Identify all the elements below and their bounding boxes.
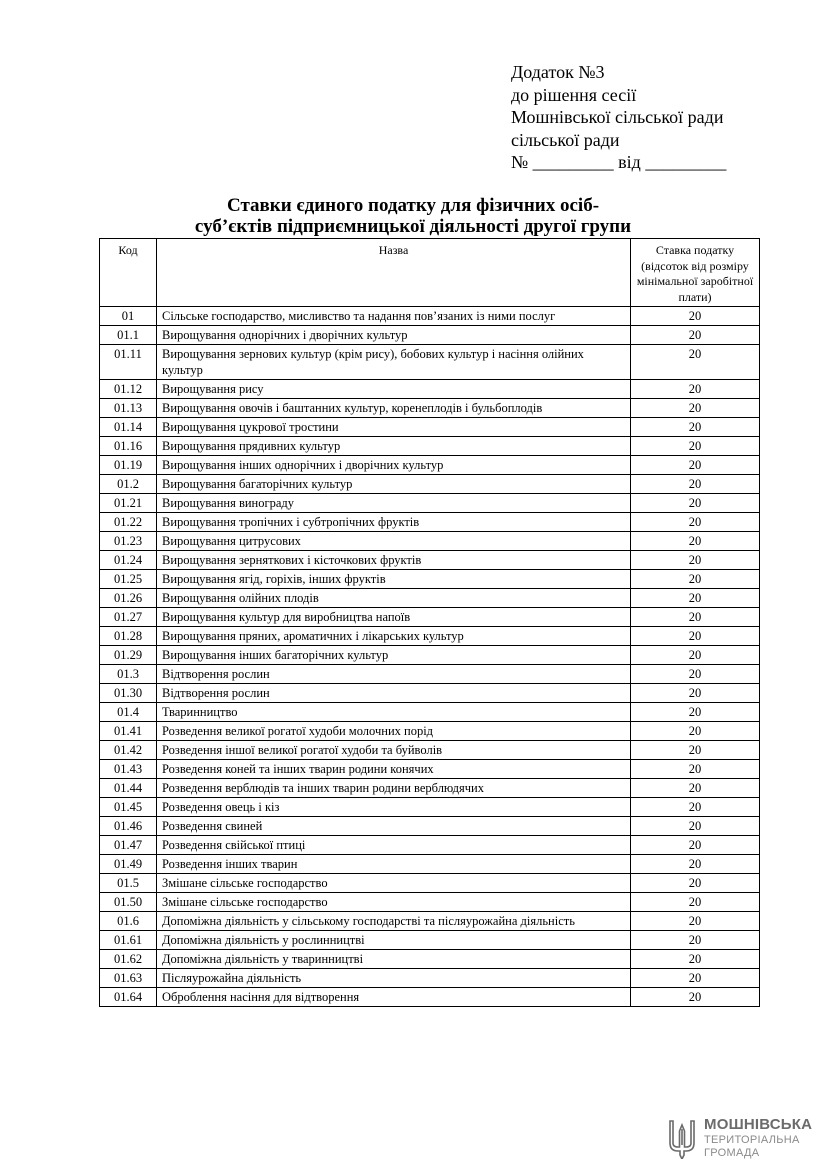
table-row bbox=[100, 817, 760, 836]
row-name: Тваринництво bbox=[157, 703, 631, 722]
row-code: 01.42 bbox=[100, 741, 157, 760]
table-row bbox=[100, 912, 760, 931]
row-rate: 20 bbox=[631, 326, 760, 345]
table-row bbox=[100, 893, 760, 912]
row-name: Допоміжна діяльність у рослинництві bbox=[157, 931, 631, 950]
row-rate: 20 bbox=[631, 589, 760, 608]
row-code: 01.27 bbox=[100, 608, 157, 627]
row-rate: 20 bbox=[631, 456, 760, 475]
row-code: 01.1 bbox=[100, 326, 157, 345]
row-name: Вирощування рису bbox=[157, 380, 631, 399]
row-code: 01.11 bbox=[100, 345, 157, 380]
row-code: 01.29 bbox=[100, 646, 157, 665]
document-title-line-1: Ставки єдиного податку для фізичних осіб- bbox=[226, 195, 600, 216]
row-name: Змішане сільське господарство bbox=[157, 874, 631, 893]
table-row bbox=[100, 326, 760, 345]
row-code: 01.63 bbox=[100, 969, 157, 988]
table-row bbox=[100, 741, 760, 760]
row-rate: 20 bbox=[631, 779, 760, 798]
logo-line-2: ТЕРИТОРІАЛЬНА bbox=[704, 1134, 800, 1146]
tax-rates-table bbox=[99, 238, 760, 1007]
row-name: Післяурожайна діяльність bbox=[157, 969, 631, 988]
table-row bbox=[100, 551, 760, 570]
row-rate: 20 bbox=[631, 570, 760, 589]
row-code: 01.47 bbox=[100, 836, 157, 855]
logo-line-3: ГРОМАДА bbox=[704, 1147, 760, 1159]
row-code: 01.23 bbox=[100, 532, 157, 551]
row-name: Оброблення насіння для відтворення bbox=[157, 988, 631, 1007]
row-name: Відтворення рослин bbox=[157, 684, 631, 703]
row-name: Допоміжна діяльність у сільському господарстві та післяурожайна діяльність bbox=[157, 912, 631, 931]
row-rate: 20 bbox=[631, 380, 760, 399]
row-code: 01.4 bbox=[100, 703, 157, 722]
row-name: Вирощування винограду bbox=[157, 494, 631, 513]
table-row bbox=[100, 798, 760, 817]
row-name: Вирощування тропічних і субтропічних фруктів bbox=[157, 513, 631, 532]
row-code: 01.19 bbox=[100, 456, 157, 475]
table-row bbox=[100, 513, 760, 532]
row-code: 01.2 bbox=[100, 475, 157, 494]
row-code: 01.43 bbox=[100, 760, 157, 779]
row-name: Вирощування зерняткових і кісточкових фруктів bbox=[157, 551, 631, 570]
row-name: Змішане сільське господарство bbox=[157, 893, 631, 912]
row-name: Розведення овець і кіз bbox=[157, 798, 631, 817]
row-name: Розведення іншої великої рогатої худоби та буйволів bbox=[157, 741, 631, 760]
row-rate: 20 bbox=[631, 703, 760, 722]
row-code: 01.64 bbox=[100, 988, 157, 1007]
appendix-council-2: сільської ради bbox=[511, 129, 620, 150]
document-title bbox=[0, 195, 826, 237]
row-code: 01.5 bbox=[100, 874, 157, 893]
table-row bbox=[100, 703, 760, 722]
row-code: 01.13 bbox=[100, 399, 157, 418]
row-name: Вирощування цукрової тростини bbox=[157, 418, 631, 437]
row-code: 01.44 bbox=[100, 779, 157, 798]
row-code: 01.45 bbox=[100, 798, 157, 817]
table-row bbox=[100, 608, 760, 627]
row-rate: 20 bbox=[631, 627, 760, 646]
table-row bbox=[100, 665, 760, 684]
table-row bbox=[100, 760, 760, 779]
table-row bbox=[100, 437, 760, 456]
row-name: Розведення коней та інших тварин родини конячих bbox=[157, 760, 631, 779]
row-rate: 20 bbox=[631, 513, 760, 532]
row-name: Розведення великої рогатої худоби молочних порід bbox=[157, 722, 631, 741]
table-row bbox=[100, 779, 760, 798]
row-code: 01.49 bbox=[100, 855, 157, 874]
row-name: Вирощування пряних, ароматичних і лікарських культур bbox=[157, 627, 631, 646]
row-code: 01.30 bbox=[100, 684, 157, 703]
row-name: Вирощування інших багаторічних культур bbox=[157, 646, 631, 665]
row-rate: 20 bbox=[631, 532, 760, 551]
row-rate: 20 bbox=[631, 988, 760, 1007]
row-code: 01.50 bbox=[100, 893, 157, 912]
row-code: 01.22 bbox=[100, 513, 157, 532]
table-row bbox=[100, 589, 760, 608]
row-rate: 20 bbox=[631, 931, 760, 950]
row-code: 01.3 bbox=[100, 665, 157, 684]
table-row bbox=[100, 874, 760, 893]
row-rate: 20 bbox=[631, 741, 760, 760]
row-code: 01.46 bbox=[100, 817, 157, 836]
row-code: 01.14 bbox=[100, 418, 157, 437]
row-rate: 20 bbox=[631, 399, 760, 418]
table-body bbox=[100, 307, 760, 1007]
row-rate: 20 bbox=[631, 494, 760, 513]
row-rate: 20 bbox=[631, 722, 760, 741]
table-row bbox=[100, 380, 760, 399]
row-code: 01.62 bbox=[100, 950, 157, 969]
row-code: 01.26 bbox=[100, 589, 157, 608]
row-rate: 20 bbox=[631, 437, 760, 456]
row-name: Розведення свійської птиці bbox=[157, 836, 631, 855]
row-rate: 20 bbox=[631, 855, 760, 874]
table-row bbox=[100, 399, 760, 418]
row-name: Сільське господарство, мисливство та надання пов’язаних із ними послуг bbox=[157, 307, 631, 326]
row-rate: 20 bbox=[631, 760, 760, 779]
table-row bbox=[100, 475, 760, 494]
table-row bbox=[100, 722, 760, 741]
header-name: Назва bbox=[157, 239, 631, 307]
row-code: 01.6 bbox=[100, 912, 157, 931]
table-row bbox=[100, 345, 760, 380]
row-name: Вирощування інших однорічних і дворічних культур bbox=[157, 456, 631, 475]
document-title-line-2: суб’єктів підприємницької діяльності другої групи bbox=[194, 216, 632, 237]
row-name: Вирощування багаторічних культур bbox=[157, 475, 631, 494]
table-row bbox=[100, 931, 760, 950]
row-name: Розведення інших тварин bbox=[157, 855, 631, 874]
appendix-council: Мошнівської сільської ради bbox=[511, 107, 724, 127]
row-name: Вирощування зернових культур (крім рису), бобових культур і насіння олійних культур bbox=[157, 345, 631, 380]
row-rate: 20 bbox=[631, 912, 760, 931]
row-name: Вирощування прядивних культур bbox=[157, 437, 631, 456]
community-logo bbox=[667, 1115, 817, 1163]
table-row bbox=[100, 418, 760, 437]
row-rate: 20 bbox=[631, 345, 760, 380]
table-header-row bbox=[100, 239, 760, 307]
row-rate: 20 bbox=[631, 665, 760, 684]
row-code: 01.24 bbox=[100, 551, 157, 570]
table-row bbox=[100, 684, 760, 703]
row-code: 01.25 bbox=[100, 570, 157, 589]
appendix-decision: до рішення сесії bbox=[511, 84, 637, 105]
row-rate: 20 bbox=[631, 817, 760, 836]
row-code: 01 bbox=[100, 307, 157, 326]
row-rate: 20 bbox=[631, 874, 760, 893]
appendix-number: Додаток №3 bbox=[511, 62, 605, 82]
table-row bbox=[100, 307, 760, 326]
row-name: Вирощування цитрусових bbox=[157, 532, 631, 551]
trident-icon bbox=[667, 1117, 697, 1159]
table-row bbox=[100, 969, 760, 988]
row-code: 01.41 bbox=[100, 722, 157, 741]
table-row bbox=[100, 988, 760, 1007]
row-code: 01.12 bbox=[100, 380, 157, 399]
row-rate: 20 bbox=[631, 646, 760, 665]
row-rate: 20 bbox=[631, 684, 760, 703]
row-rate: 20 bbox=[631, 836, 760, 855]
appendix-header bbox=[511, 61, 811, 174]
row-code: 01.61 bbox=[100, 931, 157, 950]
row-name: Відтворення рослин bbox=[157, 665, 631, 684]
header-rate: Ставка податку (відсоток від розміру мінімальної заробітної плати) bbox=[631, 239, 760, 307]
row-name: Вирощування овочів і баштанних культур, коренеплодів і бульбоплодів bbox=[157, 399, 631, 418]
row-rate: 20 bbox=[631, 969, 760, 988]
row-name: Розведення верблюдів та інших тварин родини верблюдячих bbox=[157, 779, 631, 798]
table-row bbox=[100, 494, 760, 513]
row-rate: 20 bbox=[631, 551, 760, 570]
row-name: Вирощування олійних плодів bbox=[157, 589, 631, 608]
row-rate: 20 bbox=[631, 608, 760, 627]
row-code: 01.21 bbox=[100, 494, 157, 513]
row-rate: 20 bbox=[631, 798, 760, 817]
table-row bbox=[100, 532, 760, 551]
row-rate: 20 bbox=[631, 950, 760, 969]
row-name: Допоміжна діяльність у тваринництві bbox=[157, 950, 631, 969]
table-row bbox=[100, 646, 760, 665]
row-name: Вирощування культур для виробництва напоїв bbox=[157, 608, 631, 627]
table-row bbox=[100, 570, 760, 589]
logo-line-1: МОШНІВСЬКА bbox=[704, 1116, 813, 1133]
row-rate: 20 bbox=[631, 893, 760, 912]
row-rate: 20 bbox=[631, 475, 760, 494]
table-row bbox=[100, 627, 760, 646]
appendix-number-date: № _________ від _________ bbox=[511, 152, 727, 172]
row-name: Розведення свиней bbox=[157, 817, 631, 836]
row-name: Вирощування ягід, горіхів, інших фруктів bbox=[157, 570, 631, 589]
table-row bbox=[100, 836, 760, 855]
table-row bbox=[100, 456, 760, 475]
row-rate: 20 bbox=[631, 418, 760, 437]
row-rate: 20 bbox=[631, 307, 760, 326]
header-code: Код bbox=[100, 239, 157, 307]
row-code: 01.16 bbox=[100, 437, 157, 456]
table-row bbox=[100, 855, 760, 874]
table-row bbox=[100, 950, 760, 969]
row-name: Вирощування однорічних і дворічних культур bbox=[157, 326, 631, 345]
row-code: 01.28 bbox=[100, 627, 157, 646]
